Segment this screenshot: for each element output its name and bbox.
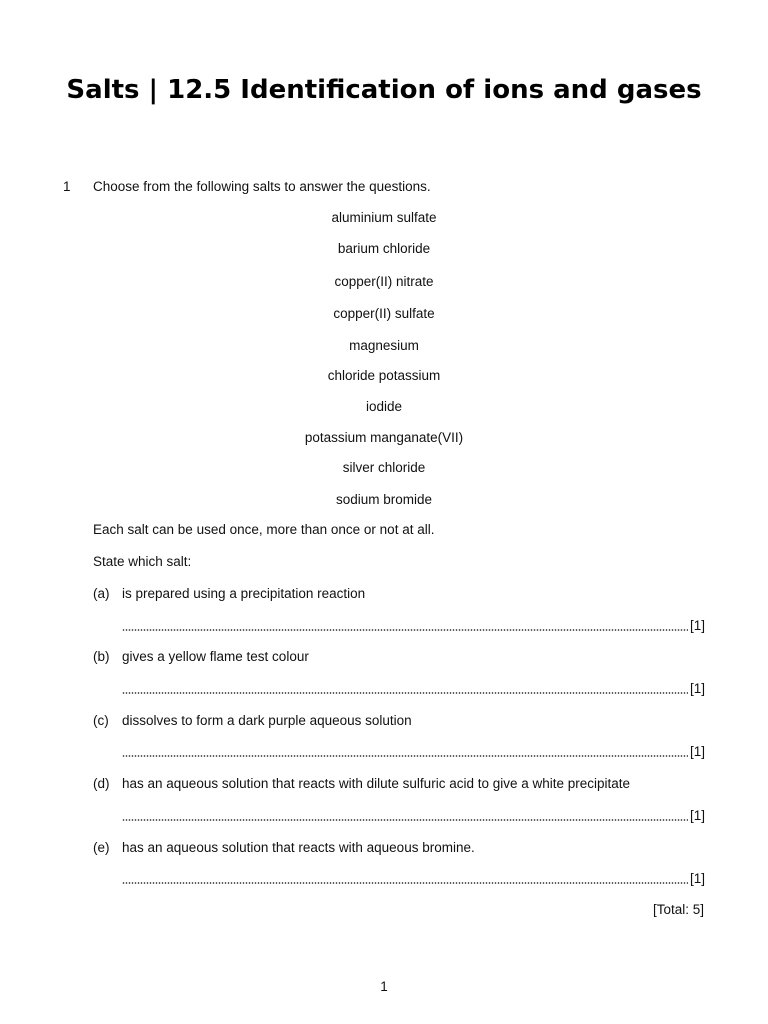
instruction: State which salt: <box>93 554 192 569</box>
answer-dots <box>122 819 688 821</box>
salt-item: magnesium <box>349 338 419 353</box>
salt-item: copper(II) nitrate <box>334 274 434 289</box>
mark-allocation: [1] <box>689 744 705 759</box>
answer-line[interactable] <box>122 617 705 635</box>
mark-allocation: [1] <box>689 681 705 696</box>
question-stem: Choose from the following salts to answer the questions. <box>93 179 431 194</box>
part-label: (d) <box>93 776 110 791</box>
answer-dots <box>122 692 688 694</box>
mark-allocation: [1] <box>689 618 705 633</box>
salt-item: potassium manganate(VII) <box>304 430 464 445</box>
part-text: has an aqueous solution that reacts with aqueous bromine. <box>122 840 475 855</box>
salt-item: copper(II) sulfate <box>333 306 435 321</box>
part-text: is prepared using a precipitation reaction <box>122 586 366 601</box>
salt-item: barium chloride <box>337 241 431 256</box>
page-number: 1 <box>380 979 388 994</box>
part-text: has an aqueous solution that reacts with dilute sulfuric acid to give a white precipitate <box>122 776 631 791</box>
answer-line[interactable] <box>122 870 705 888</box>
salt-item: iodide <box>365 399 403 414</box>
total-marks: [Total: 5] <box>652 902 704 917</box>
part-text: gives a yellow flame test colour <box>122 649 309 664</box>
mark-allocation: [1] <box>689 871 705 886</box>
usage-note: Each salt can be used once, more than once or not at all. <box>93 522 435 537</box>
part-label: (a) <box>93 586 110 601</box>
part-label: (b) <box>93 649 110 664</box>
answer-line[interactable] <box>122 680 705 698</box>
part-text: dissolves to form a dark purple aqueous solution <box>122 713 412 728</box>
answer-dots <box>122 882 688 884</box>
mark-allocation: [1] <box>689 808 705 823</box>
answer-dots <box>122 629 688 631</box>
page-title: Salts | 12.5 Identification of ions and gases <box>66 75 702 105</box>
answer-dots <box>122 755 688 757</box>
part-label: (c) <box>93 713 109 728</box>
salt-item: chloride potassium <box>327 368 441 383</box>
salt-item: silver chloride <box>342 460 426 475</box>
question-number: 1 <box>63 179 71 194</box>
answer-line[interactable] <box>122 743 705 761</box>
answer-line[interactable] <box>122 807 705 825</box>
salt-item: sodium bromide <box>335 492 433 507</box>
salt-item: aluminium sulfate <box>331 210 437 225</box>
part-label: (e) <box>93 840 110 855</box>
